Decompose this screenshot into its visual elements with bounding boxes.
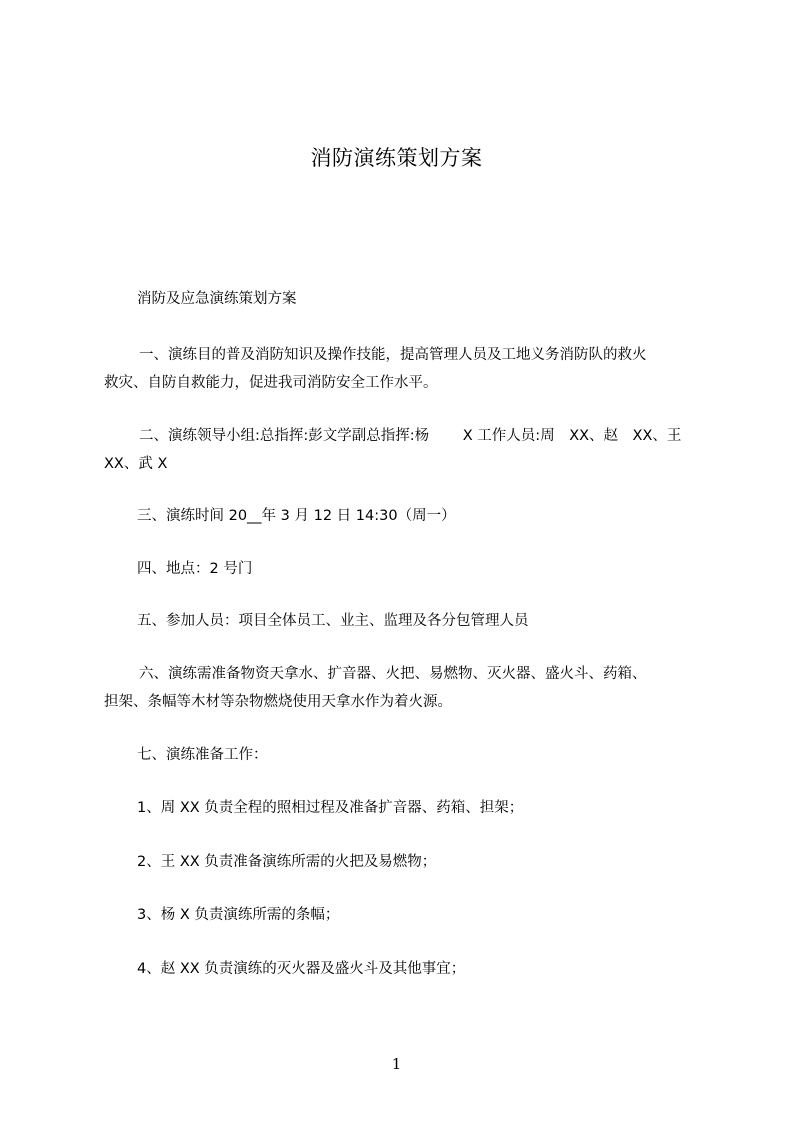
- document-title: 消防演练策划方案: [310, 146, 483, 170]
- section-3-text: 三、演练时间 20__年 3 月 12 日 14:30（周一）: [137, 508, 456, 524]
- section-4-text: 四、地点：2 号门: [137, 561, 253, 577]
- section-5-text: 五、参加人员：项目全体员工、业主、监理及各分包管理人员: [137, 613, 529, 629]
- subtitle: [104, 285, 704, 313]
- list-item-1-text: 1、周 XX 负责全程的照相过程及准备扩音器、药箱、担架；: [137, 800, 524, 816]
- list-item-3-text: 3、杨 X 负责演练所需的条幅；: [137, 907, 340, 923]
- list-item: [104, 955, 704, 983]
- section-6-line-2: 担架、条幅等木材等杂物燃烧使用天拿水作为着火源。: [104, 694, 452, 710]
- section-2: [104, 422, 704, 478]
- section-1: [104, 341, 704, 397]
- section-1-line-1: 一、演练目的普及消防知识及操作技能，提高管理人员及工地义务消防队的救火: [139, 347, 647, 363]
- list-item: [104, 848, 704, 876]
- section-6-line-1: 六、演练需准备物资天拿水、扩音器、火把、易燃物、灭火器、盛火斗、药箱、: [139, 666, 647, 682]
- page-number: 1: [391, 1055, 402, 1073]
- section-1-line-2: 救灾、自防自救能力，促进我司消防安全工作水平。: [104, 375, 438, 391]
- section-6: [104, 660, 704, 716]
- section-2-line-2: XX、武 X: [104, 456, 168, 472]
- section-7: [104, 741, 704, 769]
- section-5: [104, 607, 704, 635]
- list-item-2-text: 2、王 XX 负责准备演练所需的火把及易燃物；: [137, 854, 437, 870]
- list-item: [104, 901, 704, 929]
- list-item-4-text: 4、赵 XX 负责演练的灭火器及盛火斗及其他事宜；: [137, 961, 466, 977]
- list-item: [104, 794, 704, 822]
- section-7-text: 七、演练准备工作：: [137, 747, 268, 763]
- section-2-line-1: 二、演练领导小组:总指挥:彭文学副总指挥:杨 X 工作人员:周 XX、赵 XX、王: [139, 428, 682, 444]
- section-3: [104, 502, 704, 530]
- section-4: [104, 555, 704, 583]
- subtitle-text: 消防及应急演练策划方案: [137, 291, 297, 307]
